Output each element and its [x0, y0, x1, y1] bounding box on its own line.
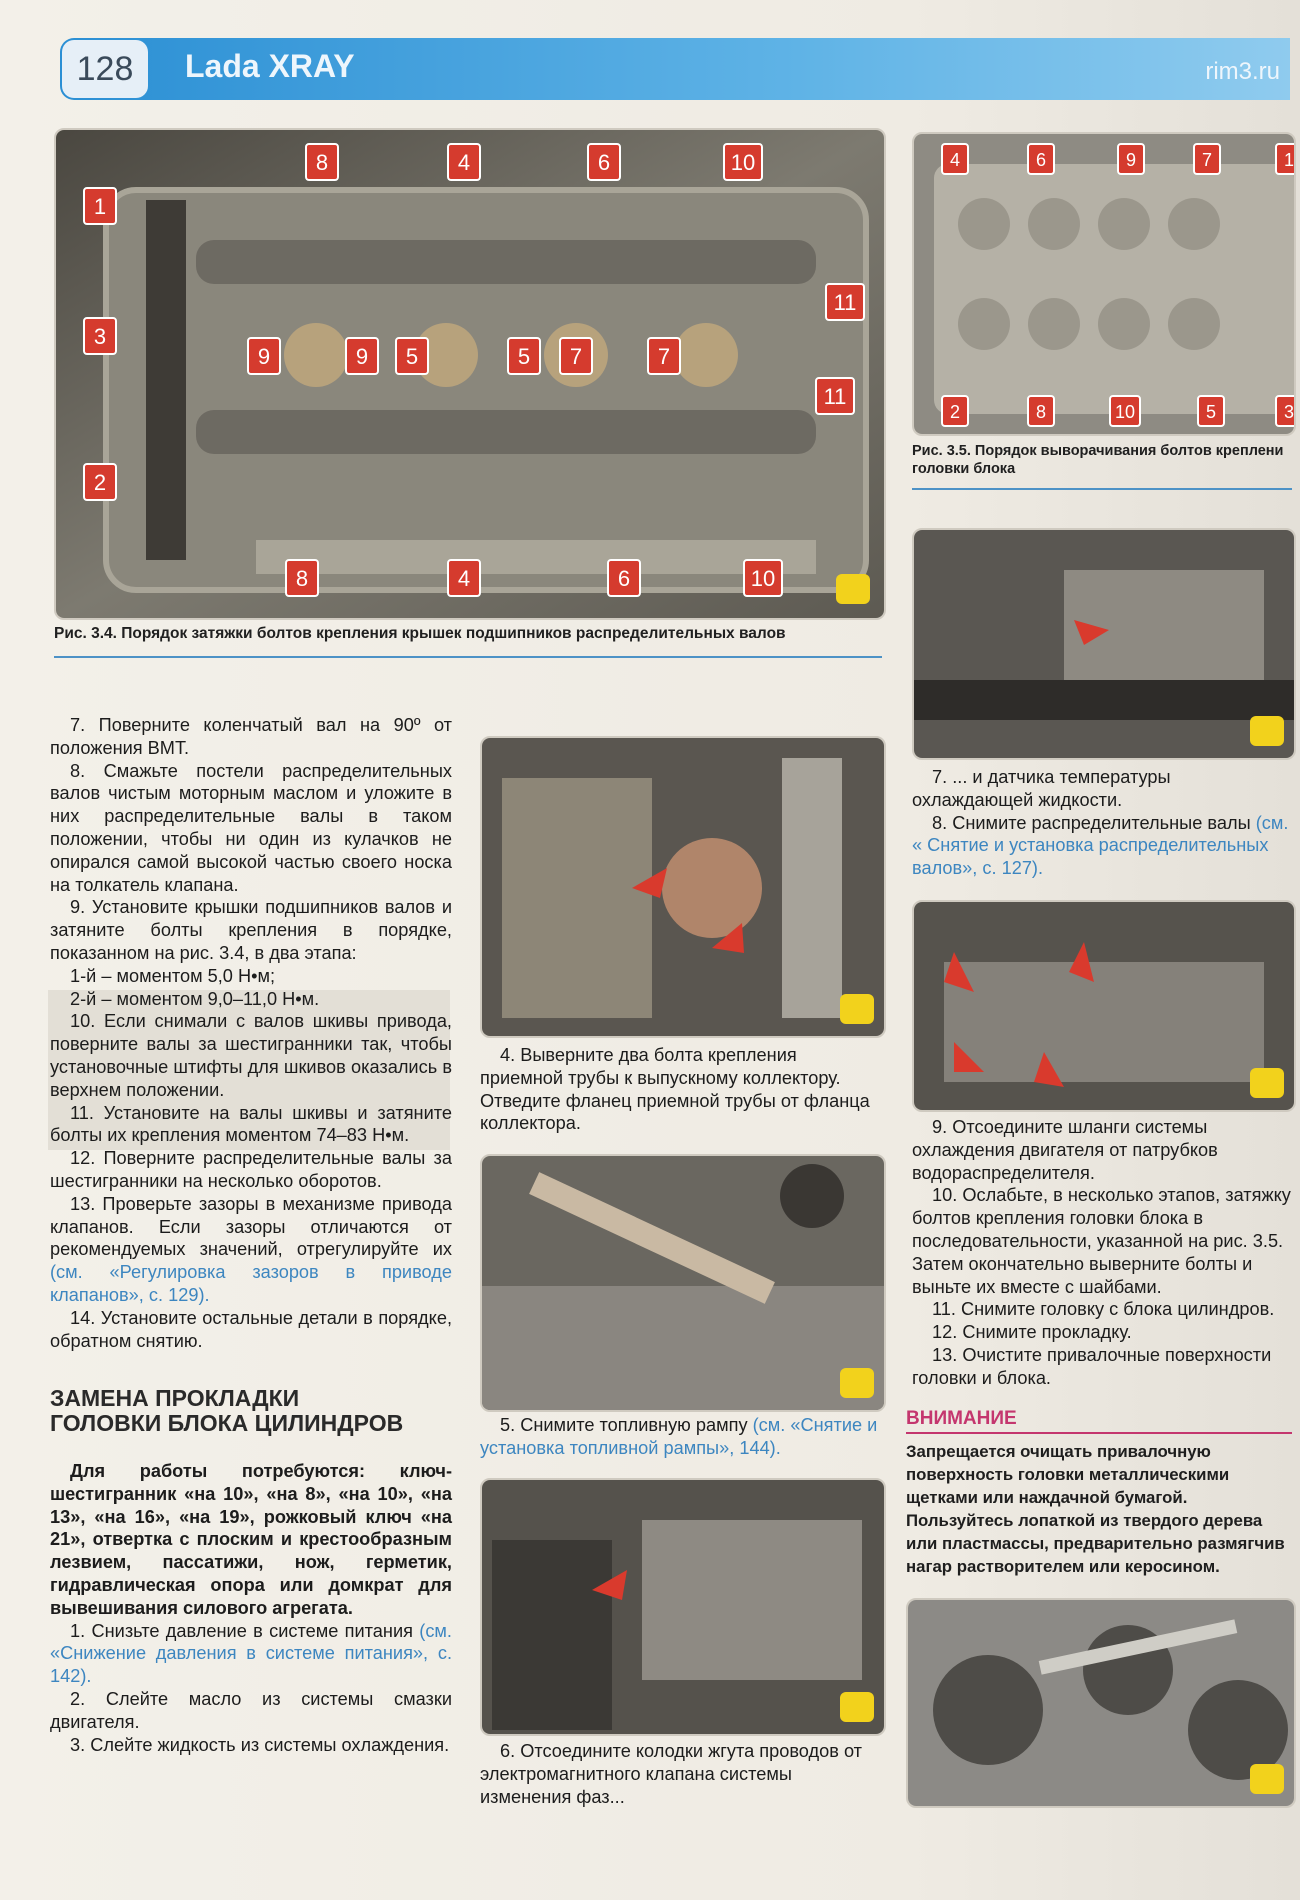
fig-3-4-label: 7	[657, 344, 671, 369]
cylinder-head-photo	[906, 1598, 1296, 1808]
fig-3-4-label: 6	[617, 566, 631, 591]
figure-3-5-caption	[912, 442, 1292, 478]
cross-reference-link[interactable]: (см. « Снятие и установка распределительных валов», с. 127).	[912, 812, 1289, 879]
step-paragraph: 7. Поверните коленчатый вал на 90º от положения ВМТ.	[50, 715, 452, 758]
caption-text: 7. ... и датчика температуры охлаждающей жидкости.	[912, 767, 1171, 810]
fig-3-5-label: 4	[949, 150, 961, 170]
fig-3-5-label: 10	[1114, 402, 1136, 422]
step-paragraph: 12. Поверните распределительные валы за шестигранники на несколько оборотов.	[50, 1148, 452, 1191]
fig-3-4-label: 10	[750, 566, 776, 591]
figure-3-4-caption: Рис. 3.4. Порядок затяжки болтов крепления крышек подшипников распределительных валов	[54, 625, 786, 642]
step-paragraph: 11. Установите на валы шкивы и затяните болты их крепления моментом 74–83 Н•м.	[50, 1102, 452, 1146]
caption-rule	[912, 488, 1292, 490]
fig-3-4-label: 4	[457, 150, 471, 175]
fig-3-4-label: 11	[833, 290, 857, 315]
cross-reference-link[interactable]: (см. «Регулировка зазоров в приводе клапанов», с. 129).	[50, 1262, 452, 1305]
page-number: 128	[62, 40, 148, 98]
fig-3-4-label: 6	[597, 150, 611, 175]
section-heading-line: ГОЛОВКИ БЛОКА ЦИЛИНДРОВ	[50, 1410, 404, 1436]
step-4-photo	[480, 736, 886, 1038]
gasket-steps	[50, 1460, 452, 1756]
fig-3-5-label: 3	[1283, 402, 1294, 422]
tools-required: Для работы потребуются: ключ-шестигранник «на 10», «на 8», «на 10», «на 13», «на 16», «на 19», рожковый ключ «на 21», отвертка с плоским и крестообразным лезвием, пассатижи, нож, герметик, гидравлическая опора или домкрат для вывешивания силового агрегата.	[50, 1461, 452, 1618]
cross-reference-link[interactable]: (см. «Снятие и установка топливной рампы», 144).	[480, 1415, 878, 1458]
publisher-logo-icon	[840, 994, 874, 1024]
caption-text: 6. Отсоедините колодки жгута проводов от электромагнитного клапана системы изменения фаз...	[480, 1741, 863, 1807]
fig-3-4-label: 9	[355, 344, 369, 369]
caption-text: 4. Выверните два болта крепления приемной трубы к выпускному коллектору. Отведите фланец приемной трубы от фланца коллектора.	[480, 1045, 870, 1134]
book-title: Lada XRAY	[185, 48, 355, 84]
fig-3-5-label: 9	[1125, 150, 1137, 170]
step-6-photo	[480, 1478, 886, 1736]
section-heading	[50, 1386, 452, 1436]
fig-3-5-label: 5	[1205, 402, 1217, 422]
step-paragraph: 2. Слейте масло из системы смазки двигателя.	[50, 1688, 452, 1732]
caption-text: 8. Снимите распределительные валы	[932, 812, 1251, 833]
figure-3-5-caption-line: Рис. 3.5. Порядок выворачивания болтов креплени	[912, 443, 1284, 459]
section-heading-line: ЗАМЕНА ПРОКЛАДКИ	[50, 1385, 300, 1411]
caption-text: 9. Отсоедините шланги системы охлаждения двигателя от патрубков водораспределителя.	[912, 1117, 1218, 1183]
caption-text: 13. Очистите привалочные поверхности головки и блока.	[912, 1344, 1272, 1388]
publisher-logo-icon	[1250, 716, 1284, 746]
fig-3-4-label: 11	[823, 384, 847, 409]
figure-3-5-caption-line: головки блока	[912, 461, 1016, 478]
caption-text: 10. Ослабьте, в несколько этапов, затяжку болтов крепления головки блока в последовательности, указанной на рис. 3.5. Затем окончательно выверните болты и выньте их вместе с шайбами.	[912, 1185, 1291, 1297]
step-5-caption	[480, 1414, 882, 1460]
cross-reference-link[interactable]: (см. «Снижение давления в системе питания», с. 142).	[50, 1620, 452, 1687]
fig-3-4-label: 4	[457, 566, 471, 591]
step-paragraph: 8. Смажьте постели распределительных валов чистым моторным маслом и уложите в них распределительные валы в таком положении, чтобы ни один из кулачков не опирался самой высокой частью своего носка на толкатель клапана.	[50, 760, 452, 895]
publisher-logo-icon	[1250, 1068, 1284, 1098]
step-9-13-captions	[912, 1116, 1292, 1390]
step-4-caption	[480, 1044, 882, 1135]
step-6-caption	[480, 1740, 882, 1808]
caption-text: 11. Снимите головку с блока цилиндров.	[932, 1299, 1275, 1320]
step-paragraph: 13. Проверьте зазоры в механизме привода клапанов. Если зазоры отличаются от рекомендуемых значений, отрегулируйте их	[50, 1193, 452, 1260]
step-paragraph: 2-й – моментом 9,0–11,0 Н•м.	[70, 988, 320, 1009]
fig-3-5-label: 6	[1035, 150, 1047, 170]
figure-3-4-photo	[54, 128, 886, 620]
publisher-logo-icon	[840, 1368, 874, 1398]
step-paragraph: 10. Если снимали с валов шкивы привода, поверните валы за шестигранники так, чтобы установочные штифты для шкивов оказались в верхнем положении.	[50, 1011, 452, 1100]
step-7-8-captions	[912, 766, 1292, 880]
caption-rule	[54, 656, 882, 658]
fig-3-4-label: 9	[257, 344, 271, 369]
fig-3-4-label: 8	[295, 566, 309, 591]
fig-3-4-label: 5	[517, 344, 531, 369]
fig-3-4-label: 5	[405, 344, 419, 369]
warning-text: Запрещается очищать привалочную поверхность головки металлическими щетками или наждачной бумагой. Пользуйтесь лопаткой из твердого дерева или пластмассы, предварительно размягчив нагар растворителем или керосином.	[906, 1442, 1285, 1576]
assembly-steps	[50, 714, 452, 1352]
fig-3-4-label: 7	[569, 344, 583, 369]
publisher-logo-icon	[836, 574, 870, 604]
step-paragraph: 14. Установите остальные детали в порядке, обратном снятию.	[50, 1307, 452, 1351]
publisher-logo-icon	[840, 1692, 874, 1722]
step-5-photo	[480, 1154, 886, 1412]
fig-3-4-label: 2	[93, 470, 107, 495]
step-9-photo	[912, 900, 1296, 1112]
fig-3-5-label: 1	[1283, 150, 1294, 170]
fig-3-4-label: 3	[93, 324, 107, 349]
warning-title: ВНИМАНИЕ	[906, 1408, 1017, 1429]
step-paragraph: 9. Установите крышки подшипников валов и затяните болты крепления в порядке, показанном на рис. 3.4, в два этапа:	[50, 897, 452, 963]
fig-3-4-label: 1	[93, 194, 107, 219]
step-paragraph: 1-й – моментом 5,0 Н•м;	[70, 965, 276, 986]
caption-text: 12. Снимите прокладку.	[932, 1322, 1132, 1343]
step-paragraph: 1. Снизьте давление в системе питания	[70, 1620, 413, 1641]
fig-3-4-label: 8	[315, 150, 329, 175]
figure-3-5-photo	[912, 132, 1296, 436]
fig-3-5-label: 7	[1201, 150, 1213, 170]
caption-text: 5. Снимите топливную рампу	[500, 1415, 748, 1435]
fig-3-4-label: 10	[730, 150, 756, 175]
publisher-logo-icon	[1250, 1764, 1284, 1794]
site-watermark: rim3.ru	[1205, 58, 1280, 85]
warning-rule	[906, 1432, 1292, 1434]
step-paragraph: 3. Слейте жидкость из системы охлаждения.	[70, 1734, 450, 1755]
fig-3-5-label: 2	[949, 402, 961, 422]
step-7-photo	[912, 528, 1296, 760]
fig-3-5-label: 8	[1035, 402, 1047, 422]
